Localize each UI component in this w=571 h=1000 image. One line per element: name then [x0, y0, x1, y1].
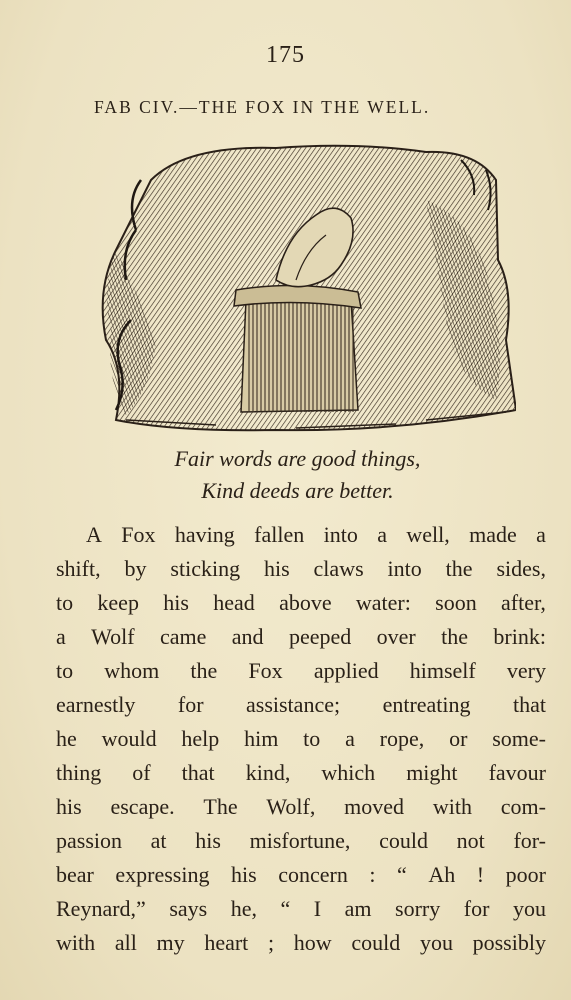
body-line: Reynard,” says he, “ I am sorry for you [56, 896, 546, 921]
body-line: to keep his head above water: soon after, [56, 590, 546, 615]
body-line: A Fox having fallen into a well, made a [86, 522, 546, 547]
motto-line-1: Fair words are good things, [174, 446, 421, 471]
fable-body [56, 518, 546, 960]
motto-line-2: Kind deeds are better. [201, 478, 394, 503]
body-line: thing of that kind, which might favour [56, 760, 546, 785]
body-line: passion at his misfortune, could not for- [56, 828, 546, 853]
body-line: a Wolf came and peeped over the brink: [56, 624, 546, 649]
body-line: with all my heart ; how could you possibly [56, 930, 546, 955]
woodcut-illustration [96, 140, 516, 435]
fable-title: FAB CIV.—THE FOX IN THE WELL. [94, 97, 431, 117]
body-line: earnestly for assistance; entreating that [56, 692, 546, 717]
body-line: his escape. The Wolf, moved with com- [56, 794, 546, 819]
page-number: 175 [266, 42, 305, 68]
body-line: he would help him to a rope, or some- [56, 726, 546, 751]
body-line: bear expressing his concern : “ Ah ! poor [56, 862, 546, 887]
body-line: shift, by sticking his claws into the sides, [56, 556, 546, 581]
body-line: to whom the Fox applied himself very [56, 658, 546, 683]
